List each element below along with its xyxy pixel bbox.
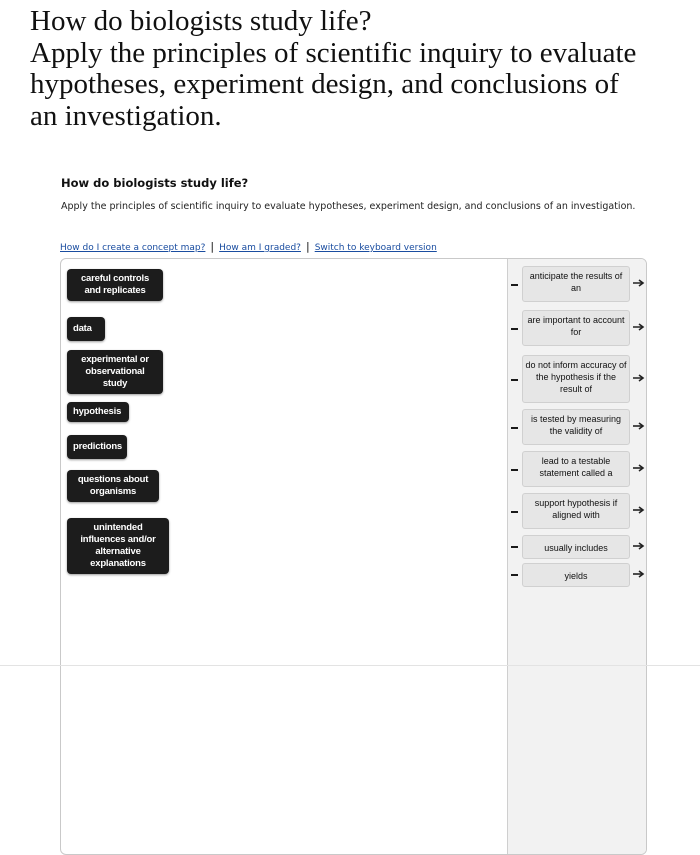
phrase-important-account[interactable] xyxy=(522,310,630,346)
term-experimental-study[interactable]: experimental or observational study xyxy=(67,350,163,394)
phrase-label: do not inform accuracy of the hypothesis if the result of xyxy=(525,360,627,394)
question-line: How do biologists study life? xyxy=(30,5,372,37)
question-text xyxy=(30,6,680,132)
right-arrow-icon[interactable] xyxy=(633,570,645,578)
right-arrow-icon[interactable] xyxy=(633,323,645,331)
question-line: hypotheses, experiment design, and conclusions of xyxy=(30,68,619,100)
minus-connector-icon[interactable] xyxy=(511,284,518,286)
minus-connector-icon[interactable] xyxy=(511,328,518,330)
right-arrow-icon[interactable] xyxy=(633,374,645,382)
question-line: Apply the principles of scientific inquiry to evaluate xyxy=(30,36,637,69)
linking-phrases-column xyxy=(507,259,646,854)
link-separator: | xyxy=(305,240,310,253)
keyboard-version-link[interactable]: Switch to keyboard version xyxy=(314,243,437,253)
right-arrow-icon[interactable] xyxy=(633,464,645,472)
phrase-label: are important to account for xyxy=(527,315,625,337)
phrase-is-tested[interactable] xyxy=(522,409,630,445)
create-concept-map-link[interactable]: How do I create a concept map? xyxy=(60,243,206,253)
phrase-label: anticipate the results of an xyxy=(529,271,623,293)
bottom-divider xyxy=(0,665,700,666)
minus-connector-icon[interactable] xyxy=(511,379,518,381)
minus-connector-icon[interactable] xyxy=(511,546,518,548)
concept-map-workspace[interactable] xyxy=(60,258,647,855)
term-hypothesis[interactable]: hypothesis xyxy=(67,402,129,422)
question-line: an investigation. xyxy=(30,99,222,132)
term-data[interactable]: data xyxy=(67,317,105,341)
right-arrow-icon[interactable] xyxy=(633,422,645,430)
panel-description: Apply the principles of scientific inquiry to evaluate hypotheses, experiment design, and conclusions of an investigation. xyxy=(61,201,636,212)
phrase-label: yields xyxy=(564,571,588,581)
minus-connector-icon[interactable] xyxy=(511,511,518,513)
term-questions-about-organisms[interactable]: questions about organisms xyxy=(67,470,159,502)
minus-connector-icon[interactable] xyxy=(511,427,518,429)
help-links xyxy=(60,240,437,253)
phrase-usually-includes[interactable] xyxy=(522,535,630,559)
term-careful-controls[interactable]: careful controls and replicates xyxy=(67,269,163,301)
phrase-label: usually includes xyxy=(544,543,608,553)
phrase-label: lead to a testable statement called a xyxy=(539,456,613,478)
phrase-support-hypothesis[interactable] xyxy=(522,493,630,529)
right-arrow-icon[interactable] xyxy=(633,542,645,550)
minus-connector-icon[interactable] xyxy=(511,469,518,471)
minus-connector-icon[interactable] xyxy=(511,574,518,576)
panel-title: How do biologists study life? xyxy=(61,176,249,190)
term-unintended-influences[interactable]: unintended influences and/or alternative explanations xyxy=(67,518,169,574)
phrase-label: support hypothesis if aligned with xyxy=(534,498,618,520)
phrase-lead-to-testable[interactable] xyxy=(522,451,630,487)
how-graded-link[interactable]: How am I graded? xyxy=(219,243,301,253)
link-separator: | xyxy=(210,240,215,253)
phrase-label: is tested by measuring the validity of xyxy=(530,414,622,436)
phrase-yields[interactable] xyxy=(522,563,630,587)
phrase-do-not-inform[interactable] xyxy=(522,355,630,403)
right-arrow-icon[interactable] xyxy=(633,506,645,514)
phrase-anticipate[interactable] xyxy=(522,266,630,302)
right-arrow-icon[interactable] xyxy=(633,279,645,287)
term-predictions[interactable]: predictions xyxy=(67,435,127,459)
